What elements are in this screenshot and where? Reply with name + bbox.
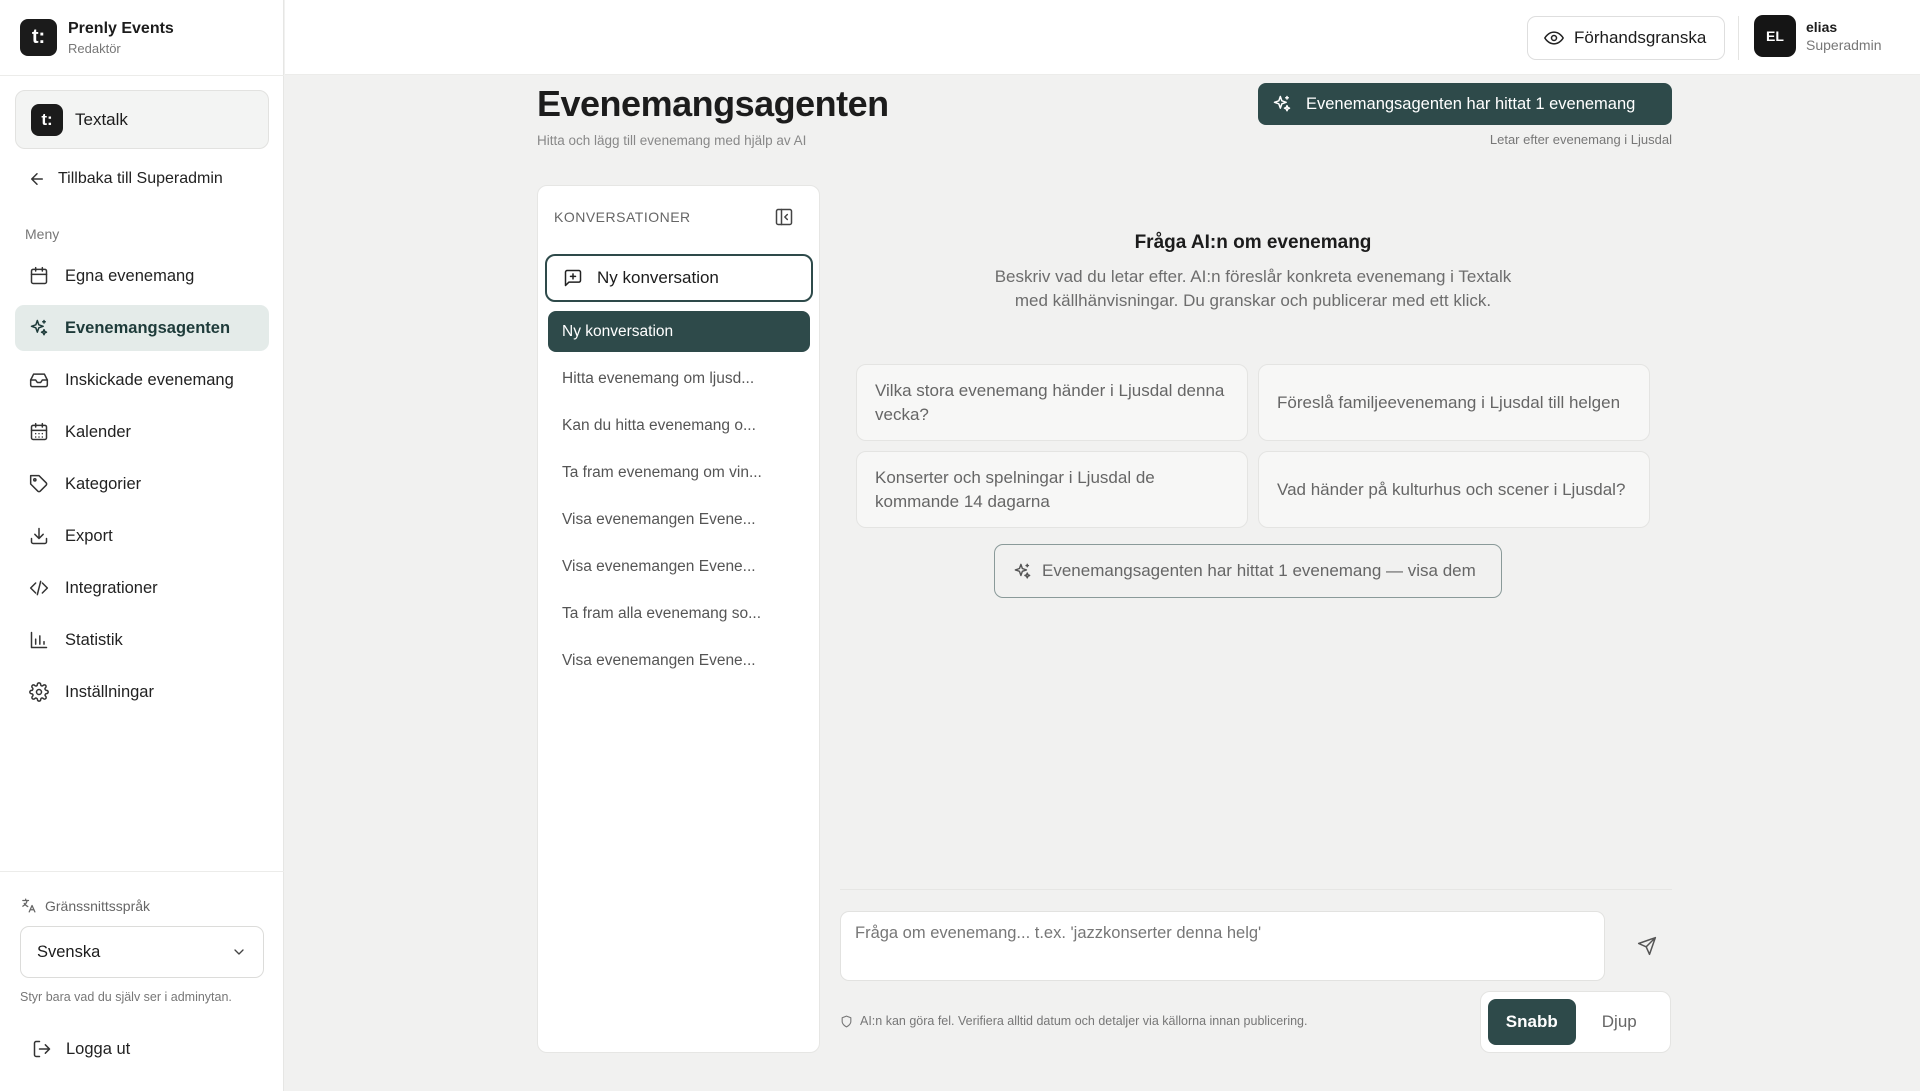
logout-button[interactable] [32,1039,130,1059]
brand-header [0,0,284,76]
arrow-left-icon [28,170,46,188]
org-logo: t: [31,104,63,136]
topbar-divider [1738,16,1739,60]
nav-item-integrationer[interactable] [15,565,269,611]
nav-label: Evenemangsagenten [65,318,231,337]
panel-collapse-icon [774,207,794,227]
conversation-item[interactable]: Hitta evenemang om ljusd... [562,369,755,387]
sidebar [0,0,284,1091]
sparkles-icon [1013,562,1032,581]
nav-item-kalender[interactable] [15,409,269,455]
sparkles-icon [29,318,49,338]
mode-snabb-button[interactable]: Snabb [1488,999,1576,1045]
top-bar [285,0,1920,75]
brand-logo: t: [20,19,57,56]
composer-divider [840,889,1672,890]
conversation-item[interactable]: Ny konversation [548,311,810,352]
suggestion-card[interactable]: Konserter och spelningar i Ljusdal de kommande 14 dagarna [856,451,1248,528]
language-select[interactable] [20,926,264,978]
gear-icon [29,682,49,702]
nav-label: Statistik [65,630,123,649]
nav-item-inskickade-evenemang[interactable] [15,357,269,403]
nav-label: Inställningar [65,682,154,701]
shield-icon [840,1015,853,1028]
ai-disclaimer: AI:n kan göra fel. Verifiera alltid datum och detaljer via källorna innan publicering. [840,1014,1307,1028]
conversation-item[interactable]: Visa evenemangen Evene... [562,651,756,669]
org-name: Textalk [75,109,128,129]
nav-item-export[interactable] [15,513,269,559]
conversation-item[interactable]: Ta fram alla evenemang so... [562,604,762,622]
brand-name: Prenly Events [68,19,174,37]
eye-icon [1544,28,1564,48]
preview-label: Förhandsgranska [1574,28,1707,47]
back-label: Tillbaka till Superadmin [58,170,223,187]
nav-item-statistik[interactable] [15,617,269,663]
agent-found-button[interactable] [1258,83,1672,125]
chat-description: Beskriv vad du letar efter. AI:n föreslår konkreta evenemang i Textalk med källhänvisningar. Du granskar och publicerar med ett klick. [994,267,1512,310]
conversation-item[interactable]: Kan du hitta evenemang o... [562,416,756,434]
show-found-events-button[interactable] [994,544,1502,598]
nav-item-installningar[interactable] [15,669,269,715]
code-icon [29,578,49,598]
org-switcher[interactable] [15,90,269,149]
chat-input[interactable] [840,911,1605,981]
nav-item-kategorier[interactable] [15,461,269,507]
nav-label: Export [65,526,113,545]
message-plus-icon [563,268,583,288]
nav-label: Inskickade evenemang [65,370,234,389]
nav-label: Integrationer [65,578,158,597]
language-hint: Styr bara vad du själv ser i adminytan. [20,990,232,1004]
language-selected: Svenska [37,942,101,961]
conversations-panel [537,185,820,1053]
suggestion-card[interactable]: Vad händer på kulturhus och scener i Ljusdal? [1258,451,1650,528]
user-role: Superadmin [1806,37,1882,53]
send-icon [1637,936,1657,956]
new-conversation-label: Ny konversation [597,268,719,287]
chevron-down-icon [231,944,247,960]
nav-label: Kategorier [65,474,142,493]
user-name: elias [1806,19,1838,35]
conversation-item[interactable]: Ta fram evenemang om vin... [562,463,762,481]
calendar-icon [29,266,49,286]
inbox-icon [29,370,49,390]
nav-label: Kalender [65,422,132,441]
conversation-list [548,311,810,687]
tag-icon [29,474,49,494]
chat-title: Fråga AI:n om evenemang [1134,232,1372,253]
suggestion-grid [856,364,1650,528]
chat-input-placeholder: Fråga om evenemang... t.ex. 'jazzkonserter denna helg' [855,924,1262,942]
nav-item-evenemangsagenten[interactable] [15,305,269,351]
conversations-heading: KONVERSATIONER [554,209,691,225]
logout-label: Logga ut [66,1039,131,1058]
conversation-item[interactable]: Visa evenemangen Evene... [562,557,756,575]
agent-status: Letar efter evenemang i Ljusdal [1489,132,1672,147]
avatar: EL [1754,15,1796,57]
agent-found-label: Evenemangsagenten har hittat 1 evenemang [1306,94,1636,113]
conversation-item[interactable]: Visa evenemangen Evene... [562,510,756,528]
nav-label: Egna evenemang [65,266,195,285]
show-found-events-label: Evenemangsagenten har hittat 1 evenemang — visa dem [1042,561,1476,580]
calendar-grid-icon [29,422,49,442]
bar-chart-icon [29,630,49,650]
main-nav [15,253,269,721]
suggestion-card[interactable]: Föreslå familjeevenemang i Ljusdal till helgen [1258,364,1650,441]
language-label: Gränssnittsspråk [20,897,150,914]
back-to-superadmin-link[interactable] [28,170,223,188]
page-title: Evenemangsagenten [537,83,889,124]
collapse-panel-button[interactable] [774,207,794,232]
mode-djup-button[interactable]: Djup [1601,1012,1637,1031]
sparkles-icon [1272,94,1292,114]
brand-role: Redaktör [68,40,121,56]
download-icon [29,526,49,546]
nav-item-egna-evenemang[interactable] [15,253,269,299]
suggestion-card[interactable]: Vilka stora evenemang händer i Ljusdal denna vecka? [856,364,1248,441]
translate-icon [20,897,37,914]
new-conversation-button[interactable] [545,254,813,302]
mode-toggle [1480,991,1671,1053]
preview-button[interactable] [1527,16,1725,60]
language-section [0,871,284,1091]
page-subtitle: Hitta och lägg till evenemang med hjälp av AI [537,133,807,148]
send-button[interactable] [1626,926,1668,966]
user-menu[interactable] [1754,15,1882,57]
logout-icon [32,1039,52,1059]
menu-heading: Meny [25,226,60,242]
